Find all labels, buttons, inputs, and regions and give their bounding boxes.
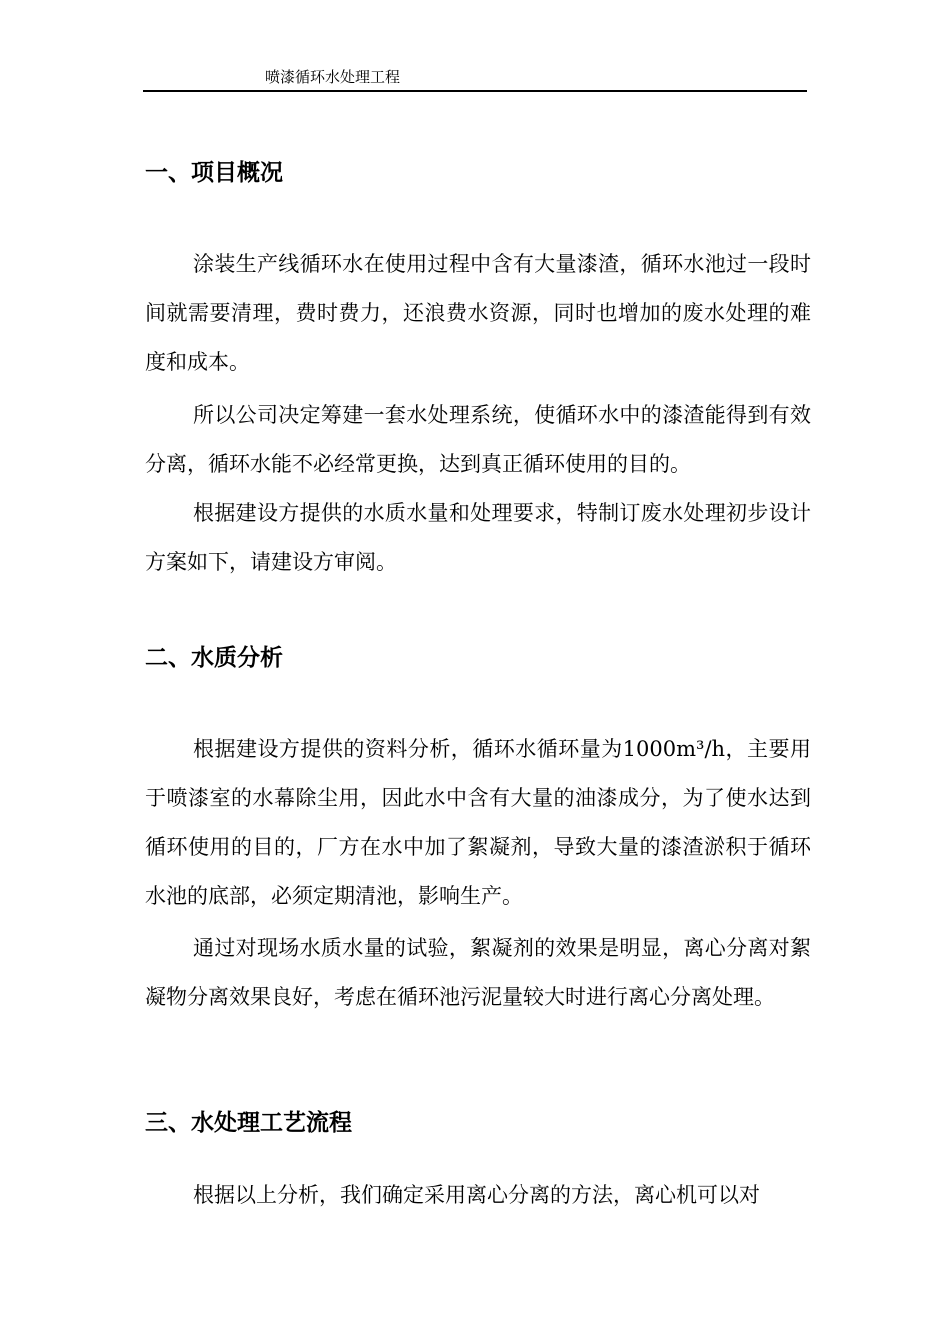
header-title: 喷漆循环水处理工程	[265, 68, 401, 86]
paragraph: 通过对现场水质水量的试验，絮凝剂的效果是明显，离心分离对絮凝物分离效果良好，考虑在循环池污泥量较大时进行离心分离处理。	[145, 936, 811, 1009]
section-heading-water-quality: 二、水质分析	[145, 645, 283, 671]
section-heading-process-flow: 三、水处理工艺流程	[145, 1110, 352, 1136]
paragraph: 根据建设方提供的水质水量和处理要求，特制订废水处理初步设计方案如下，请建设方审阅。	[145, 501, 811, 574]
section-heading-overview: 一、项目概况	[145, 160, 283, 186]
paragraph: 所以公司决定筹建一套水处理系统，使循环水中的漆渣能得到有效分离，循环水能不必经常更换，达到真正循环使用的目的。	[145, 403, 811, 476]
paragraph: 根据以上分析，我们确定采用离心分离的方法，离心机可以对	[193, 1183, 760, 1207]
paragraph: 涂装生产线循环水在使用过程中含有大量漆渣，循环水池过一段时间就需要清理，费时费力，还浪费水资源，同时也增加的废水处理的难度和成本。	[145, 252, 811, 374]
paragraph: 根据建设方提供的资料分析，循环水循环量为1000m³/h，主要用于喷漆室的水幕除尘用，因此水中含有大量的油漆成分，为了使水达到循环使用的目的，厂方在水中加了絮凝剂，导致大量的漆渣淤积于循环水池的底部，必须定期清池，影响生产。	[145, 737, 811, 908]
page-header	[143, 62, 807, 92]
